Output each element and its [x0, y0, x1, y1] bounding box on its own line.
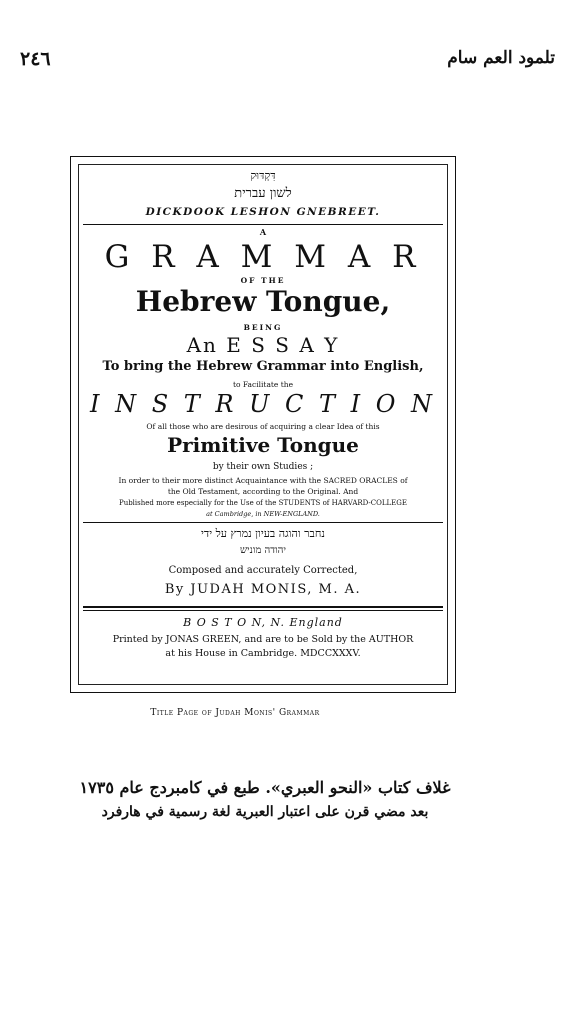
instruction-heading: I N S T R U C T I O N — [89, 390, 437, 418]
hebrew-title-line-2: לשון עברית — [234, 186, 292, 201]
double-rule-top — [83, 606, 443, 608]
in-order-line-1: In order to their more distinct Acquaintance with the SACRED ORACLES of — [118, 476, 408, 485]
hebrew-composed-line-1: נחבר והוגה בעיון נמרץ על ידי — [201, 527, 325, 540]
title-page-inner-border — [78, 164, 448, 685]
of-the: OF THE — [240, 276, 286, 285]
divider — [83, 522, 443, 523]
by-studies: by their own Studies ; — [212, 462, 314, 472]
hebrew-tongue-heading: Hebrew Tongue, — [135, 285, 391, 318]
page-number: ٢٤٦ — [20, 48, 51, 70]
arabic-caption-line-1: غلاف كتاب «النحو العبري». طبع في كامبردج عام ١٧٣٥ — [79, 778, 451, 797]
double-rule-bottom — [83, 610, 443, 611]
to-facilitate: to Facilitate the — [232, 380, 294, 389]
figure-caption: Title Page of Judah Monis' Grammar — [150, 708, 320, 718]
hebrew-title-line-1: דִּקְדּוּק — [250, 169, 276, 182]
composed-line: Composed and accurately Corrected, — [168, 565, 358, 576]
hebrew-composed-line-2: יהודה מוניש — [239, 545, 287, 556]
arabic-caption-line-2: بعد مضي قرن على اعتبار العبرية لغة رسمية في هارفرد — [101, 804, 429, 820]
transliterated-title: DICKDOOK LESHON GNEBREET. — [145, 206, 381, 218]
of-all-line: Of all those who are desirous of acquiring a clear Idea of this — [146, 422, 380, 431]
to-bring-line: To bring the Hebrew Grammar into English, — [102, 359, 424, 374]
primitive-tongue-heading: Primitive Tongue — [167, 433, 359, 457]
author-line: By JUDAH MONIS, M. A. — [164, 582, 362, 597]
published-line-2: at Cambridge, in NEW-ENGLAND. — [206, 510, 320, 518]
in-order-line-2: the Old Testament, according to the Original. And — [167, 487, 359, 496]
an-essay: An E S S A Y — [186, 333, 340, 357]
divider — [83, 224, 443, 225]
being: BEING — [243, 323, 283, 332]
title-page-plate — [70, 156, 456, 693]
imprint-place: B O S T O N, N. England — [183, 616, 343, 629]
running-title: تلمود العم سام — [447, 48, 555, 68]
grammar-heading: G R A M M A R — [104, 239, 422, 275]
published-line-1: Published more especially for the Use of the STUDENTS of HARVARD-COLLEGE — [118, 499, 407, 507]
article-a: A — [259, 227, 267, 237]
printed-line-2: at his House in Cambridge. MDCCXXXV. — [165, 648, 361, 659]
printed-line-1: Printed by JONAS GREEN, and are to be Sold by the AUTHOR — [112, 634, 414, 645]
